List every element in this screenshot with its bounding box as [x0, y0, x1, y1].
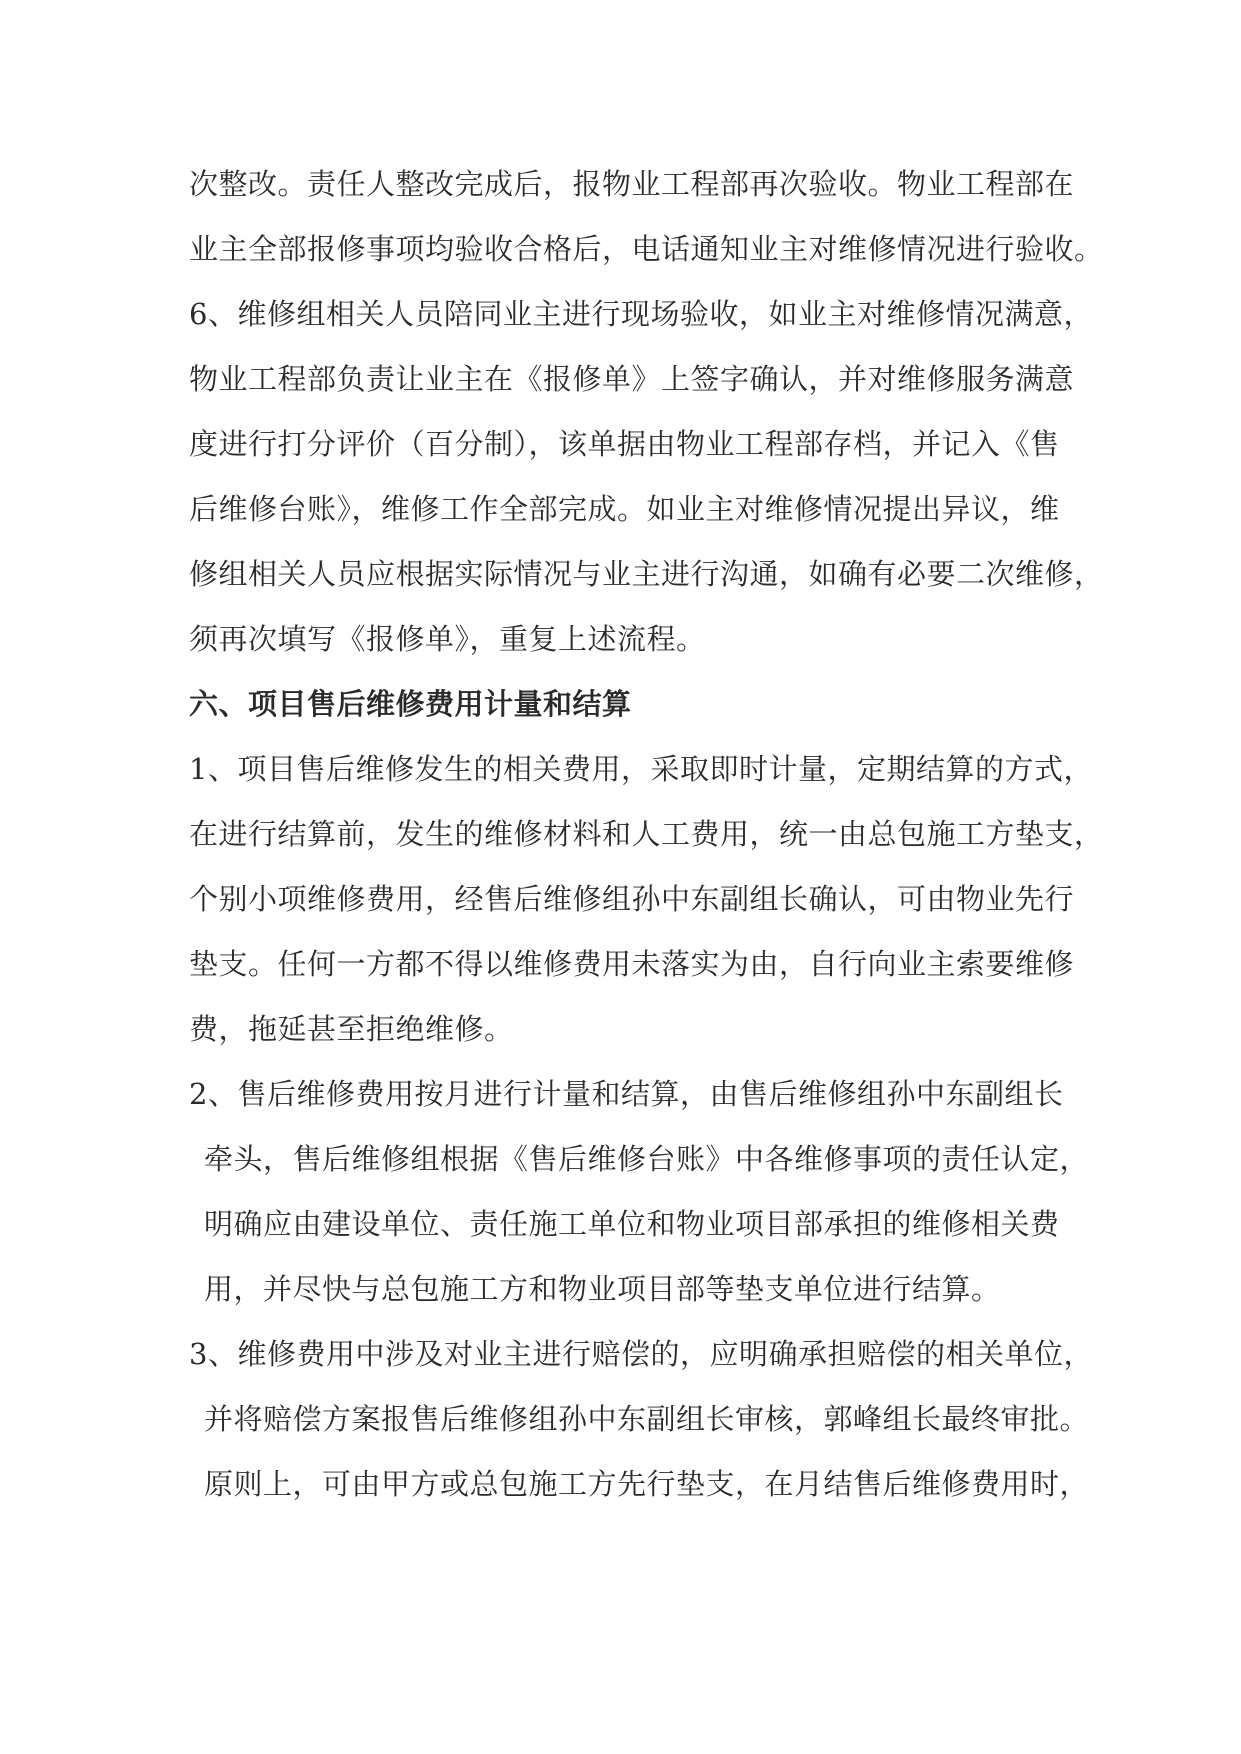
paragraph-line: 后维修台账》，维修工作全部完成。如业主对维修情况提出异议，维 [189, 492, 1060, 526]
paragraph-line: 垫支。任何一方都不得以维修费用未落实为由，自行向业主索要维修 [189, 947, 1075, 981]
paragraph-line: 并将赔偿方案报售后维修组孙中东副组长审核，郭峰组长最终审批。 [204, 1402, 1090, 1436]
paragraph-line: 3、维修费用中涉及对业主进行赔偿的，应明确承担赔偿的相关单位， [189, 1337, 1093, 1371]
paragraph-line: 明确应由建设单位、责任施工单位和物业项目部承担的维修相关费 [204, 1207, 1060, 1241]
paragraph-line: 用，并尽快与总包施工方和物业项目部等垫支单位进行结算。 [204, 1272, 1001, 1306]
paragraph-line: 2、售后维修费用按月进行计量和结算，由售后维修组孙中东副组长 [189, 1077, 1064, 1111]
paragraph-line: 须再次填写《报修单》，重复上述流程。 [189, 622, 706, 656]
paragraph-line: 牵头，售后维修组根据《售后维修台账》中各维修事项的责任认定， [204, 1142, 1090, 1176]
paragraph-line: 6、维修组相关人员陪同业主进行现场验收，如业主对维修情况满意， [189, 297, 1093, 331]
paragraph-line: 度进行打分评价（百分制），该单据由物业工程部存档，并记入《售 [189, 427, 1060, 461]
paragraph-line: 业主全部报修事项均验收合格后，电话通知业主对维修情况进行验收。 [189, 232, 1104, 266]
paragraph-line: 费，拖延甚至拒绝维修。 [189, 1012, 514, 1046]
paragraph-line: 修组相关人员应根据实际情况与业主进行沟通，如确有必要二次维修， [189, 557, 1104, 591]
paragraph-line: 原则上，可由甲方或总包施工方先行垫支，在月结售后维修费用时， [204, 1467, 1090, 1501]
section-heading: 六、项目售后维修费用计量和结算 [189, 687, 632, 721]
paragraph-line: 个别小项维修费用，经售后维修组孙中东副组长确认，可由物业先行 [189, 882, 1075, 916]
paragraph-line: 次整改。责任人整改完成后，报物业工程部再次验收。物业工程部在 [189, 167, 1075, 201]
paragraph-line: 1、项目售后维修发生的相关费用，采取即时计量，定期结算的方式， [189, 752, 1093, 786]
paragraph-line: 物业工程部负责让业主在《报修单》上签字确认，并对维修服务满意 [189, 362, 1075, 396]
paragraph-line: 在进行结算前，发生的维修材料和人工费用，统一由总包施工方垫支， [189, 817, 1104, 851]
